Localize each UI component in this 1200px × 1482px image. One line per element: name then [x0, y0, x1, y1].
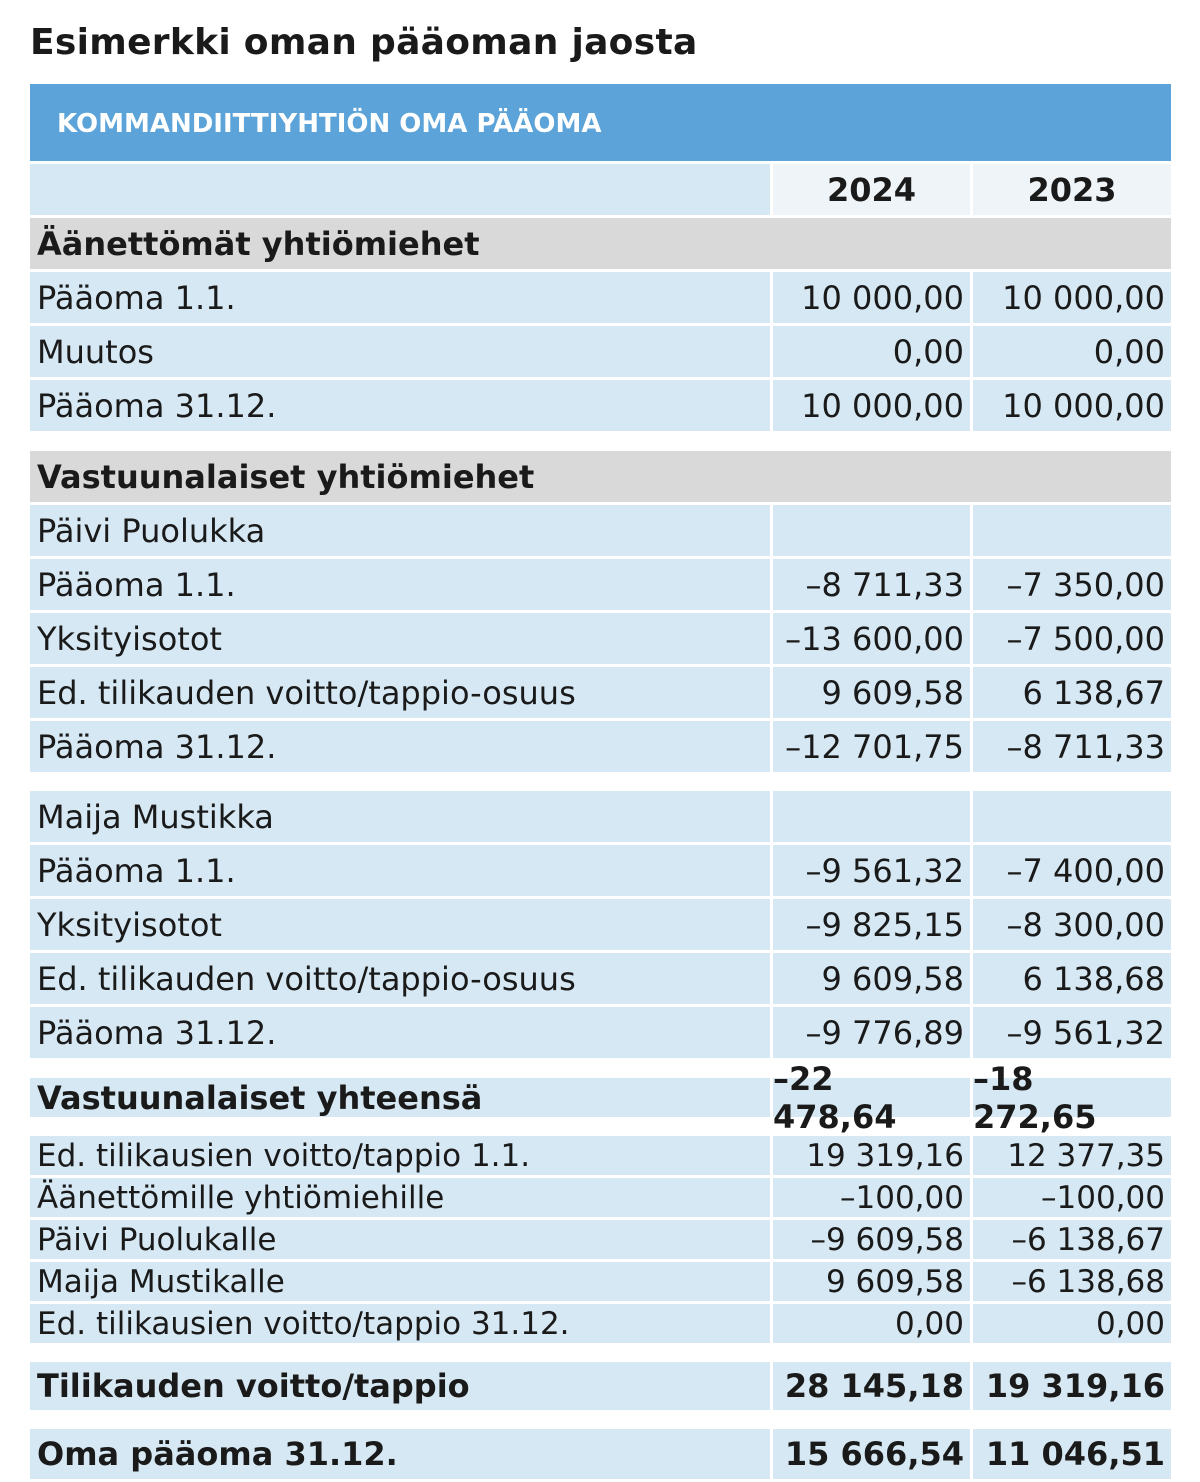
- value-2023: –100,00: [973, 1178, 1171, 1217]
- value-2024: –9 561,32: [773, 845, 970, 896]
- value-2024: 9 609,58: [773, 1262, 970, 1301]
- section-heading-silent-partners: [30, 218, 1171, 269]
- value-2023: –9 561,32: [973, 1007, 1171, 1058]
- value-2023: –18 272,65: [973, 1078, 1171, 1117]
- value-2024: 15 666,54: [773, 1429, 970, 1479]
- value-2023: 0,00: [973, 326, 1171, 377]
- table-row: [30, 845, 1171, 896]
- row-label: Pääoma 31.12.: [30, 721, 770, 772]
- profit-row: [30, 1362, 1171, 1410]
- value-2023: 0,00: [973, 1304, 1171, 1343]
- value-2023: –7 500,00: [973, 613, 1171, 664]
- table-row: [30, 1178, 1171, 1217]
- row-spacer: [30, 1413, 1171, 1429]
- table-row: [30, 721, 1171, 772]
- column-header-row: [30, 164, 1171, 215]
- value-2024: 9 609,58: [773, 953, 970, 1004]
- value-2023: –6 138,68: [973, 1262, 1171, 1301]
- table-row: [30, 667, 1171, 718]
- row-label: Pääoma 1.1.: [30, 272, 770, 323]
- value-2023: [973, 505, 1171, 556]
- section-heading-liable-partners: [30, 451, 1171, 502]
- value-2023: –7 400,00: [973, 845, 1171, 896]
- page-title: Esimerkki oman pääoman jaosta: [30, 22, 698, 63]
- table-row: [30, 380, 1171, 431]
- value-2023: 10 000,00: [973, 272, 1171, 323]
- equity-total-row: [30, 1429, 1171, 1479]
- row-spacer: [30, 434, 1171, 451]
- value-2024: 0,00: [773, 1304, 970, 1343]
- header-label-cell: [30, 164, 770, 215]
- row-label: Maija Mustikalle: [30, 1262, 770, 1301]
- value-2024: –13 600,00: [773, 613, 970, 664]
- row-label: Päivi Puolukalle: [30, 1220, 770, 1259]
- value-2023: 6 138,67: [973, 667, 1171, 718]
- value-2023: –7 350,00: [973, 559, 1171, 610]
- value-2024: [773, 505, 970, 556]
- row-label: Ed. tilikauden voitto/tappio-osuus: [30, 667, 770, 718]
- value-2023: 12 377,35: [973, 1136, 1171, 1175]
- row-label: Äänettömille yhtiömiehille: [30, 1178, 770, 1217]
- value-2024: 19 319,16: [773, 1136, 970, 1175]
- value-2023: –8 300,00: [973, 899, 1171, 950]
- value-2024: –22 478,64: [773, 1078, 970, 1117]
- table-row: [30, 613, 1171, 664]
- row-spacer: [30, 1346, 1171, 1362]
- table-banner: KOMMANDIITTIYHTIÖN OMA PÄÄOMA: [30, 84, 1171, 161]
- value-2024: –9 776,89: [773, 1007, 970, 1058]
- row-label: Yksityisotot: [30, 613, 770, 664]
- row-label: Ed. tilikausien voitto/tappio 31.12.: [30, 1304, 770, 1343]
- value-2024: [773, 791, 970, 842]
- partner-name-row: [30, 791, 1171, 842]
- equity-table: [30, 84, 1171, 1482]
- table-row: [30, 326, 1171, 377]
- row-label: Oma pääoma 31.12.: [30, 1429, 770, 1479]
- table-row: [30, 1220, 1171, 1259]
- value-2024: 9 609,58: [773, 667, 970, 718]
- value-2024: 0,00: [773, 326, 970, 377]
- row-label: Muutos: [30, 326, 770, 377]
- partner-name: Maija Mustikka: [30, 791, 770, 842]
- value-2024: –8 711,33: [773, 559, 970, 610]
- table-row: [30, 1304, 1171, 1343]
- value-2024: 28 145,18: [773, 1362, 970, 1410]
- row-label: Pääoma 31.12.: [30, 1007, 770, 1058]
- value-2024: –9 609,58: [773, 1220, 970, 1259]
- table-row: [30, 1136, 1171, 1175]
- value-2024: 10 000,00: [773, 380, 970, 431]
- value-2023: 6 138,68: [973, 953, 1171, 1004]
- table-row: [30, 953, 1171, 1004]
- value-2023: [973, 791, 1171, 842]
- row-label: Ed. tilikauden voitto/tappio-osuus: [30, 953, 770, 1004]
- value-2023: 10 000,00: [973, 380, 1171, 431]
- section-heading: Vastuunalaiset yhtiömiehet: [30, 451, 1171, 502]
- table-row: [30, 899, 1171, 950]
- row-label: Ed. tilikausien voitto/tappio 1.1.: [30, 1136, 770, 1175]
- value-2023: 19 319,16: [973, 1362, 1171, 1410]
- value-2024: –9 825,15: [773, 899, 970, 950]
- column-header-2024: 2024: [773, 164, 970, 215]
- row-label: Pääoma 1.1.: [30, 559, 770, 610]
- table-row: [30, 1262, 1171, 1301]
- table-row: [30, 559, 1171, 610]
- liable-total-row: [30, 1059, 1171, 1136]
- row-label: Yksityisotot: [30, 899, 770, 950]
- section-heading: Äänettömät yhtiömiehet: [30, 218, 1171, 269]
- value-2024: –100,00: [773, 1178, 970, 1217]
- value-2024: 10 000,00: [773, 272, 970, 323]
- value-2023: –8 711,33: [973, 721, 1171, 772]
- column-header-2023: 2023: [973, 164, 1171, 215]
- value-2023: 11 046,51: [973, 1429, 1171, 1479]
- row-label: Pääoma 1.1.: [30, 845, 770, 896]
- row-spacer: [30, 775, 1171, 791]
- partner-name: Päivi Puolukka: [30, 505, 770, 556]
- row-label: Tilikauden voitto/tappio: [30, 1362, 770, 1410]
- row-label: Pääoma 31.12.: [30, 380, 770, 431]
- value-2023: –6 138,67: [973, 1220, 1171, 1259]
- partner-name-row: [30, 505, 1171, 556]
- table-row: [30, 272, 1171, 323]
- value-2024: –12 701,75: [773, 721, 970, 772]
- table-row: [30, 1007, 1171, 1058]
- row-label: Vastuunalaiset yhteensä: [30, 1078, 770, 1117]
